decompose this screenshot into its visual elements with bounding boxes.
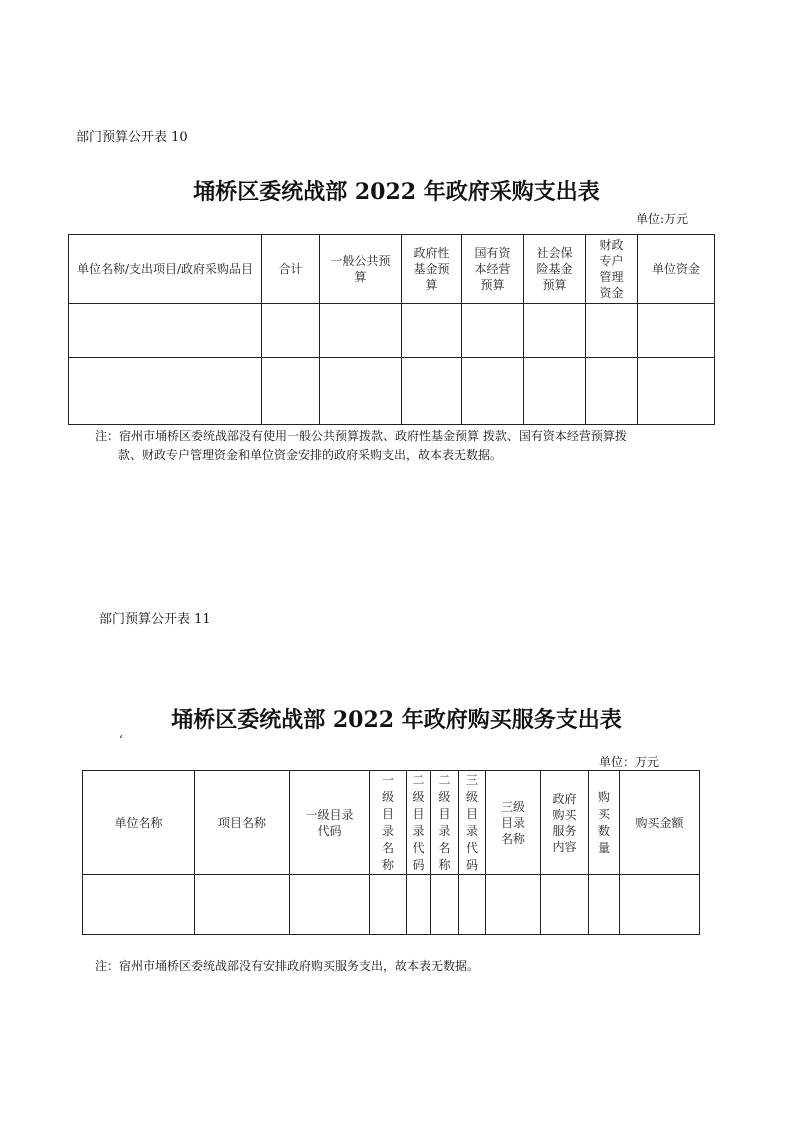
table11-grid	[82, 770, 700, 935]
table11-header-unit: 单位名称	[83, 771, 195, 875]
table11-title: 埇桥区委统战部 2022 年政府购买服务支出表	[171, 707, 622, 733]
table11-header-row	[83, 771, 700, 875]
table-cell	[524, 304, 586, 358]
table-cell	[638, 358, 715, 425]
table-cell	[586, 304, 638, 358]
table-cell	[586, 358, 638, 425]
table-cell	[290, 875, 370, 935]
table11-header-quantity: 购买数量	[589, 771, 620, 875]
table11-header-project: 项目名称	[195, 771, 290, 875]
table11-header-l3-code: 三级目录代码	[459, 771, 486, 875]
table-cell	[431, 875, 459, 935]
table-cell	[402, 304, 462, 358]
table10-unit: 单位:万元	[636, 212, 689, 226]
table10-header-unit-item: 单位名称/支出项目/政府采购品目	[69, 235, 262, 304]
table11-header-service-content: 政府购买服务内容	[541, 771, 589, 875]
table10-header-row	[69, 235, 715, 304]
table10-header-state-capital: 国有资本经营预算	[462, 235, 524, 304]
table11-header-l2-code: 二级目录代码	[407, 771, 431, 875]
table11-header-l1-name: 一级目录名称	[370, 771, 407, 875]
table-row	[83, 875, 700, 935]
table-cell	[402, 358, 462, 425]
table-cell	[262, 304, 320, 358]
table-cell	[541, 875, 589, 935]
table11-header-l3-name: 三级目录名称	[486, 771, 541, 875]
table10-header-fund-budget: 政府性基金预算	[402, 235, 462, 304]
table10-label: 部门预算公开表 10	[76, 130, 188, 145]
table-cell	[69, 358, 262, 425]
table-cell	[320, 358, 402, 425]
table11-header-l1-code: 一级目录代码	[290, 771, 370, 875]
table11-label: 部门预算公开表 11	[99, 612, 211, 627]
table-cell	[407, 875, 431, 935]
table-cell	[620, 875, 700, 935]
table11-unit: 单位：万元	[599, 755, 660, 769]
table-cell	[638, 304, 715, 358]
table10-note-line1: 注：宿州市埇桥区委统战部没有使用一般公共预算拨款、政府性基金预算 拨款、国有资本经营预算拨	[95, 429, 627, 443]
table-cell	[370, 875, 407, 935]
table10-note-line2: 款、财政专户管理资金和单位资金安排的政府采购支出，故本表无数据。	[118, 448, 503, 462]
table-cell	[462, 304, 524, 358]
table10-header-total: 合计	[262, 235, 320, 304]
table10-header-unit-funds: 单位资金	[638, 235, 715, 304]
table11-header-l2-name: 二级目录名称	[431, 771, 459, 875]
table-cell	[462, 358, 524, 425]
table-cell	[459, 875, 486, 935]
table-cell	[524, 358, 586, 425]
table-cell	[262, 358, 320, 425]
table11-header-amount: 购买金额	[620, 771, 700, 875]
table10-header-general-budget: 一般公共预算	[320, 235, 402, 304]
table-cell	[83, 875, 195, 935]
table10-grid	[68, 234, 715, 425]
table-row	[69, 304, 715, 358]
table10-title: 埇桥区委统战部 2022 年政府采购支出表	[193, 179, 600, 205]
stray-mark: ‘	[119, 733, 123, 747]
table10-header-social-insurance: 社会保险基金预算	[524, 235, 586, 304]
table-cell	[486, 875, 541, 935]
table11-note: 注：宿州市埇桥区委统战部没有安排政府购买服务支出，故本表无数据。	[95, 959, 480, 973]
table-cell	[589, 875, 620, 935]
table-cell	[69, 304, 262, 358]
table10-header-special-account: 财政专户管理资金	[586, 235, 638, 304]
table-cell	[195, 875, 290, 935]
table-row	[69, 358, 715, 425]
table-cell	[320, 304, 402, 358]
